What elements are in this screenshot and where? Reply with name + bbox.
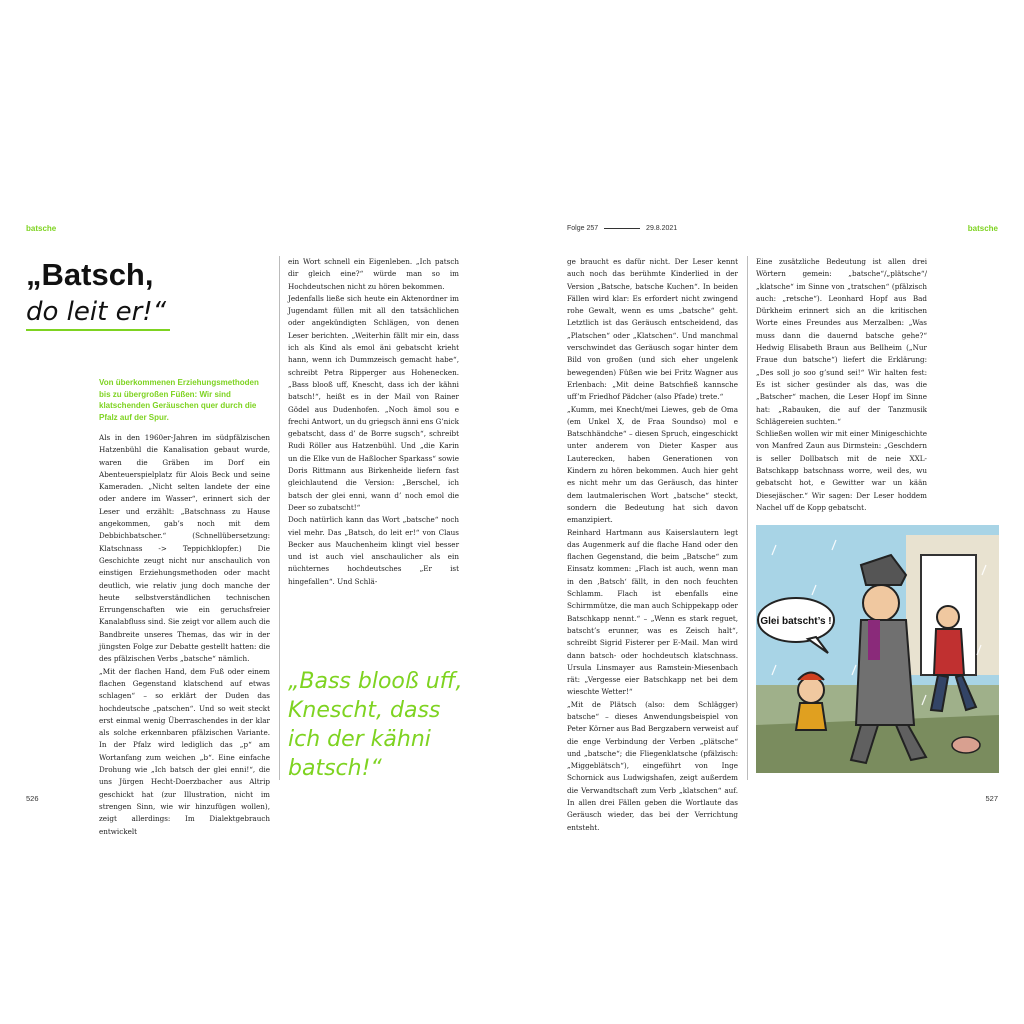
lead-text: Von überkommenen Erziehungsmethoden bis zu übergroßen Füßen: Wir sind klatschenden Geräuschen quer durch die Pfalz auf der Spur. [99, 378, 259, 422]
cartoon-svg [756, 525, 999, 773]
page-number-right: 527 [985, 794, 998, 803]
article-column-1: Als in den 1960er-Jahren im südpfälzischen Hatzenbühl die Kanalisation gebaut wurde, waren die Gräben im Dorf ein Abenteuerspielplatz für Alois Beck und seine Kameraden. „Nicht selten landete der eine oder andere im Wasser“, erinnert sich der Leser und erzählt: „Batschnass zu Hause angekommen, gab’s noch mit dem Debbichbatscher.“ (Schnellübersetzung: Klatschnass -> Teppichklopfer.) Die Geschichte zeugt nicht nur anschaulich von einstigen Erziehungsmethoden oder macht deutlich, wie relativ jung doch manche der heute selbstverständlichen technischen Errungenschaften wie ein geruchsfreier Kanalabfluss sind. Sie zeigt vor allem auch die Bandbreite unseres Themas, das wir in der jüngsten Folge zur Debatte gestellt hatten: die des pfälzischen Verbs „batsche“ nämlich. „Mit der flachen Hand, dem Fuß oder einem flachen Gegenstand klatschend auf etwas schlagen“ – so erklärt der Duden das hochdeutsche „patschen“. Und so weit steckt erst einmal wenig Überraschendes in der klar als solche erkennbaren pfälzischen Variante. In der Pfalz wird lediglich das „p“ am Wortanfang zum weichen „b“. Eine einfache Drohung wie „Ich batsch der glei enni!“, die uns Jürgen Hecht-Doerzbacher aus Altrip geschickt hat (zur Illustration, nicht im strengen Sinn, wie wir hinzufügen wollen), zeigt allerdings: Im Dialektgebrauch entwickelt [99, 433, 270, 836]
cartoon-speech-text: Glei batscht’s ! [760, 616, 832, 627]
pull-quote: „Bass blooß uff, Knescht, dass ich der kähni batsch!“ [288, 669, 463, 781]
headline-underline [26, 329, 170, 331]
episode-number: Folge 257 [567, 225, 599, 232]
section-label-right: batsche [967, 224, 998, 233]
episode-date: 29.8.2021 [646, 225, 678, 232]
episode-label [567, 225, 677, 232]
column-divider-right [747, 256, 748, 780]
article-column-2: ein Wort schnell ein Eigenleben. „Ich patsch dir gleich eine?“ würde man so im Hochdeutschen nicht zu hören bekommen. Jedenfalls ließe sich heute ein Aktenordner im Jugendamt füllen mit all den tatsächlichen oder angekündigten Schlägen, von denen Leser berichten. „Weiterhin fällt mir ein, dass ich als Kind als emol äni gebatscht krieht hann, wenn ich Dummzeisch gemacht habe“, schreibt Petra Ripperger aus Hohenecken. „Bass blooß uff, Knescht, dass ich der kähni batsch!“, heißt es in der Mail von Rainer Gödel aus Dudenhofen. „Noch ämol sou e frechi Antwort, un du griegsch änni ens G’nick gebatscht, dass d’ de Borre sugsch“, schreibt Rudi Röller aus Hatzenbühl. Und „die Karin un die Elke vun de Haßlocher Sparkass“ sowie Doris Rittmann aus Birkenheide liefern fast gleichlautend die Version: „Berschel, ich batsch der glei enni, wann d’ noch emol die Deer so zubatscht!“ Doch natürlich kann das Wort „batsche“ noch viel mehr. Das „Batsch, do leit er!“ von Claus Becker aus Mauchenheim klingt viel besser und ist auch viel anschaulicher als ein nüchternes hochdeutsches „Er ist hingefallen“. Und Schlä- [288, 257, 459, 586]
column-divider-left [279, 256, 280, 780]
article-column-3: ge braucht es dafür nicht. Der Leser kennt auch noch das berühmte Kinderlied in der Version „Batsche, batsche Kuchen“. In beiden Fällen wird klar: Es erfordert nicht zwingend rohe Gewalt, wenn es ums „batsche“ geht. Letztlich ist das Geräusch entscheidend, das „Platschen“ oder „Klatschen“. Und manchmal verschwindet das Geräusch sogar hinter dem Bild von großen (und sich eher ungelenk bewegenden) Füßen wie bei Fritz Wagner aus Erlenbach: „Mit deine Batschfieß kannsche uff’m Friedhof Pädcher (also Pfade) trete.“ „Kumm, mei Knecht/mei Liewes, geb de Oma (em Unkel X, de Fraa Soundso) mol e Batschhändche“ – diesen Spruch, eingeschickt unter anderem von Dieter Kasper aus Lauterecken, haben Generationen von Kindern zu hören bekommen. Auch hier geht es nicht mehr um das Geräusch, das hinter dem lautmalerischen Wort „batsche“ steckt, sondern die Bedeutung hat sich davon emanzipiert. Reinhard Hartmann aus Kaiserslautern legt das Augenmerk auf die flache Hand oder den flachen Gegenstand, die beim „Batsche“ zum Einsatz kommen: „Flach ist auch, wenn man in den ‚Batsch‘ fällt, in den noch feuchten Schlamm. Flach ist ebenfalls eine Schirmmütze, die man auch Schippekapp oder Batschkapp nennt.“ – „Wenn es stark reguet, batscht’s erunner, was es Zeisch halt“, schreibt Sigrid Fisterer per E-Mail. Man wird dann batsch- oder hochdeutsch klatschnass. Ursula Linsmayer aus Ramstein-Miesenbach rät: „Vergesse eier Batschkapp net bei dem wieschte Wetter!“ „Mit de Plätsch (also: dem Schlägger) batsche“ – dieses Anwendungsbeispiel von Peter Körner aus Bad Bergzabern verweist auf die enge Verbindung der Verben „plätsche“ und „batsche“; die Fliegenklatsche (pfälzisch: „Miggeblätsch“), eingeführt von Inge Schornick aus Ludwigshafen, zeigt außerdem die Verwandtschaft zum Verb „klatschen“ auf. In allen drei Fällen geben die Wortlaute das Geräusch wieder, das bei der Verrichtung entsteht. [567, 257, 738, 832]
section-label-left: batsche [26, 224, 57, 233]
cartoon-illustration [756, 525, 999, 773]
page-number-left: 526 [26, 794, 39, 803]
headline-line2: do leit er!“ [26, 297, 167, 327]
headline-line1: „Batsch, [26, 257, 154, 292]
episode-separator [604, 228, 640, 229]
article-column-4: Eine zusätzliche Bedeutung ist allen drei Wörtern gemein: „batsche“/„plätsche“/„klatsche“ im Sinne von „tratschen“ (pfälzisch auch: „retsche“). Leonhard Hopf aus Bad Dürkheim erinnert sich an die kritischen Worte eines Freundes aus Merzalben: „Was muss dann die dauernd batsche gehe?“ Hedwig Elisabeth Braun aus Bellheim („Nur Fraue dun batsche“) liefert die Erklärung: „Des soll jo soo g’sund sei!“ Wir halten fest: Es ist sicher gesünder als das, was die „Batscher“ machen, die Leser Hopf im Sinne hat: „Rabauken, die auf der Tanzmusik Schlägereien suchten.“ Schließen wollen wir mit einer Minigeschichte von Manfred Zaun aus Dirmstein: „Geschdern is seller Dollbatsch mit de neie XXL-Batschkapp batschnass worre, weil des, wu gebatscht hot, e Gewitter war un kään Diesejäscher.“ Wir sagen: Der Leser hoddem Nachel uff de Kopp gebatscht. [756, 257, 927, 512]
